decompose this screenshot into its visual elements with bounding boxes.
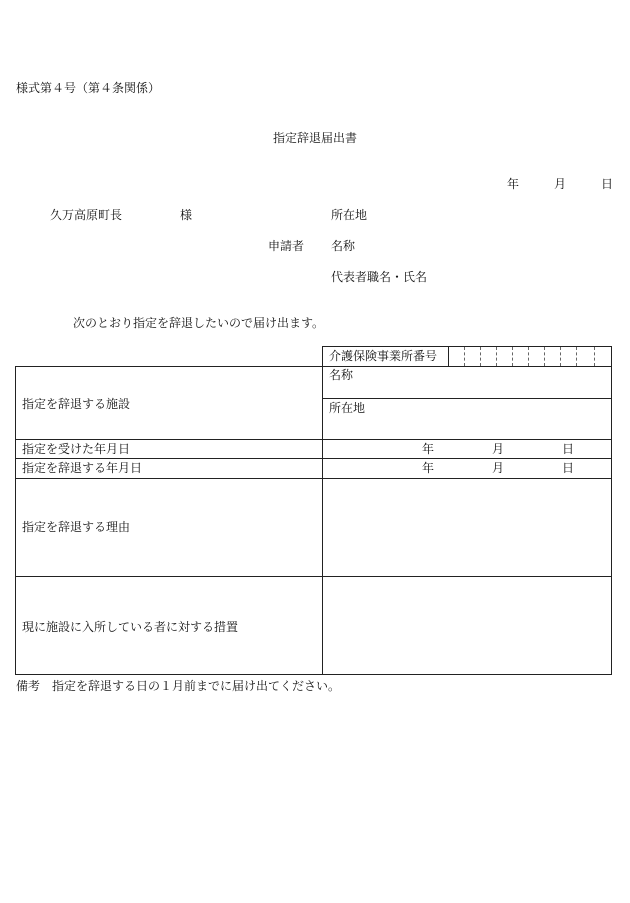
applicant-name-label: 名称 [331, 239, 356, 253]
table-rule [15, 366, 16, 675]
date-year-label: 年 [507, 177, 520, 191]
digit-box-divider [594, 347, 595, 366]
digit-box-divider [560, 347, 561, 366]
digit-box-divider [480, 347, 481, 366]
table-rule [15, 674, 612, 675]
table-rule [322, 398, 612, 399]
table-rule [15, 439, 612, 440]
designated-date-year: 年 [422, 442, 435, 456]
addressee-honorific: 様 [180, 208, 193, 222]
table-rule [611, 346, 612, 675]
digit-box-divider [528, 347, 529, 366]
withdrawal-date-year: 年 [422, 461, 435, 475]
provider-number-label: 介護保険事業所番号 [329, 349, 438, 363]
designated-date-day: 日 [562, 442, 575, 456]
digit-box-divider [512, 347, 513, 366]
remarks-note: 備考 指定を辞退する日の１月前までに届け出てください。 [16, 679, 341, 693]
table-rule [15, 478, 612, 479]
digit-box-divider [544, 347, 545, 366]
withdrawal-date-day: 日 [562, 461, 575, 475]
withdrawal-date-month: 月 [492, 461, 505, 475]
intro-text: 次のとおり指定を辞退したいので届け出ます。 [73, 316, 325, 330]
digit-box-divider [464, 347, 465, 366]
table-rule [448, 346, 449, 367]
applicant-address-label: 所在地 [331, 208, 368, 222]
facility-name-label: 名称 [329, 368, 354, 382]
table-rule [322, 346, 323, 675]
table-rule [15, 366, 612, 367]
facility-label: 指定を辞退する施設 [22, 397, 131, 411]
addressee-name: 久万高原町長 [50, 208, 123, 222]
digit-box-divider [576, 347, 577, 366]
applicant-label: 申請者 [268, 239, 305, 253]
withdrawal-reason-label: 指定を辞退する理由 [22, 520, 131, 534]
designated-date-month: 月 [492, 442, 505, 456]
designated-date-label: 指定を受けた年月日 [22, 442, 131, 456]
resident-measures-label: 現に施設に入所している者に対する措置 [22, 620, 239, 634]
digit-box-divider [496, 347, 497, 366]
form-number: 様式第４号（第４条関係） [16, 81, 161, 95]
table-rule [15, 576, 612, 577]
applicant-representative-label: 代表者職名・氏名 [331, 270, 428, 284]
date-month-label: 月 [554, 177, 567, 191]
document-title: 指定辞退届出書 [273, 131, 358, 145]
facility-address-label: 所在地 [329, 401, 366, 415]
table-rule [322, 346, 612, 347]
table-rule [15, 458, 612, 459]
withdrawal-date-label: 指定を辞退する年月日 [22, 461, 143, 475]
date-day-label: 日 [601, 177, 614, 191]
